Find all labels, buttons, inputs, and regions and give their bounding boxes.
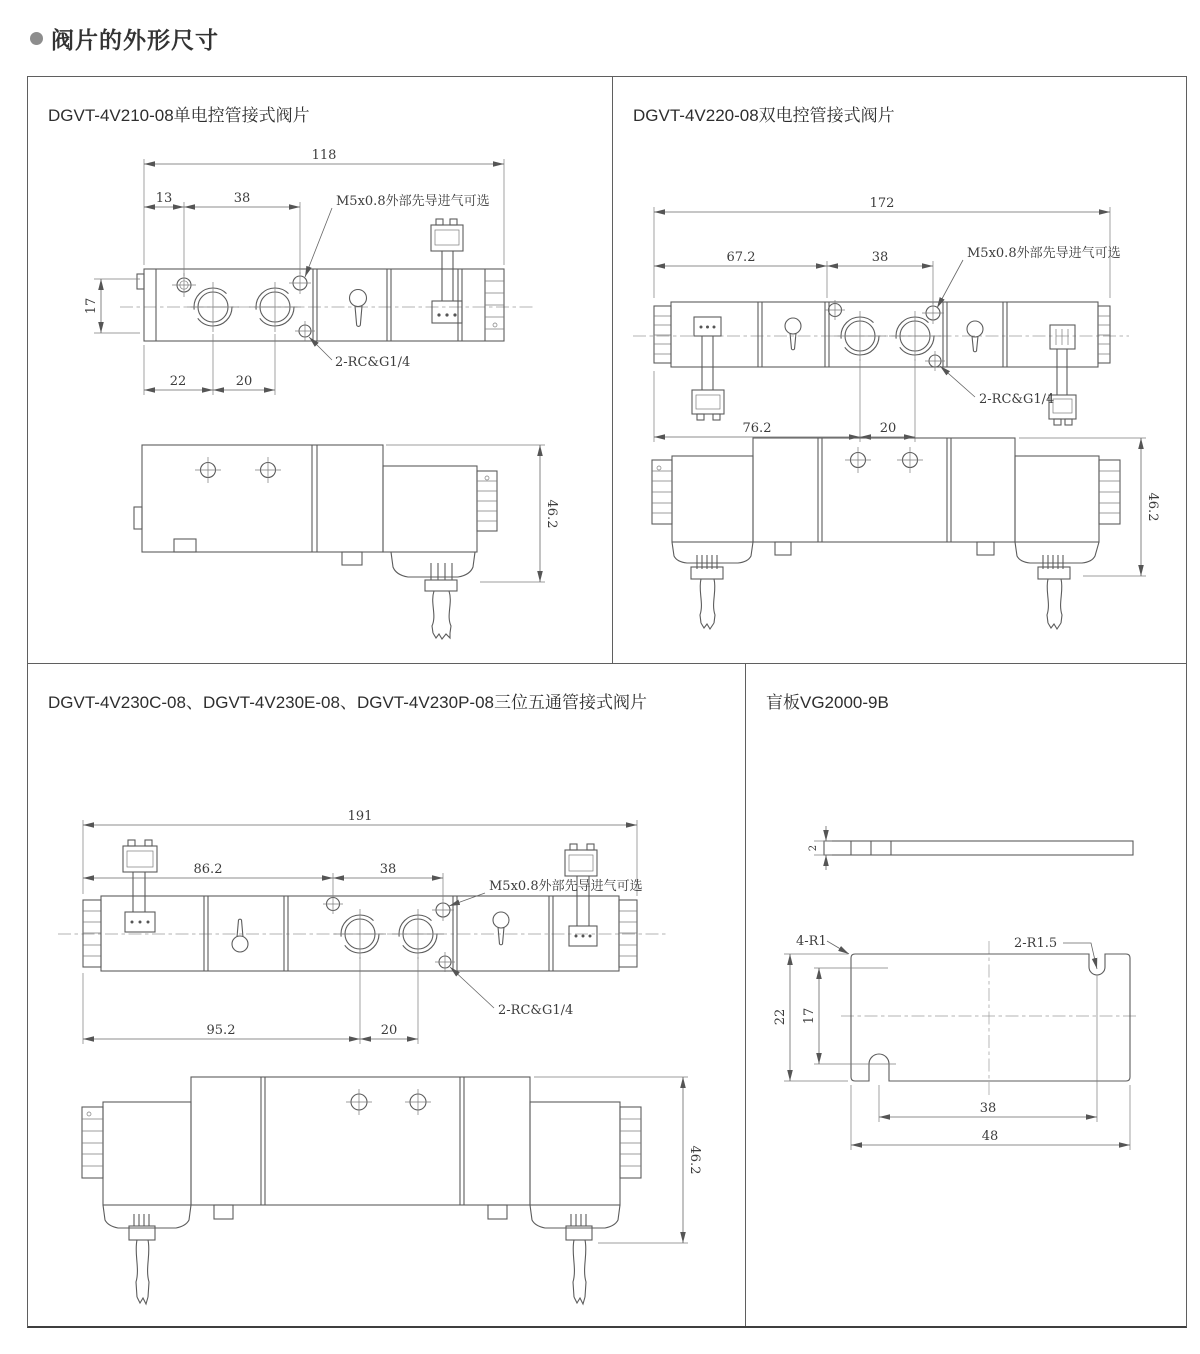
valve-top-view xyxy=(120,219,536,341)
note-port: 2-RC&G1/4 xyxy=(979,392,1055,407)
panel-4v210-title: DGVT-4V210-08单电控管接式阀片 xyxy=(48,106,310,125)
note-notch-radius: 2-R1.5 xyxy=(1014,936,1058,951)
note-port: 2-RC&G1/4 xyxy=(335,355,411,370)
plate-front-view xyxy=(841,941,1138,1096)
dim-67-2: 67.2 xyxy=(726,250,756,265)
connector-plug-right xyxy=(565,844,597,946)
dim-38: 38 xyxy=(233,191,251,206)
drawing-4v230 xyxy=(28,664,746,1325)
section-header xyxy=(30,22,219,55)
dim-20: 20 xyxy=(235,374,253,389)
dimensions xyxy=(84,148,504,395)
manual-override-keyhole xyxy=(232,919,248,952)
manual-override-keyhole xyxy=(350,290,367,327)
dim-overall-width: 118 xyxy=(311,148,337,163)
drawing-grid xyxy=(27,76,1187,1328)
valve-side-view xyxy=(82,1077,702,1304)
panel-4v220-title: DGVT-4V220-08双电控管接式阀片 xyxy=(633,106,895,125)
plate-edge-view xyxy=(808,826,1133,870)
valve-top-view xyxy=(58,840,668,972)
dim-height: 46.2 xyxy=(1145,492,1160,522)
note-port: 2-RC&G1/4 xyxy=(498,1003,574,1018)
note-pilot: M5x0.8外部先导进气可选 xyxy=(336,194,490,209)
note-pilot: M5x0.8外部先导进气可选 xyxy=(967,246,1121,261)
manual-override-keyhole xyxy=(785,318,801,350)
dim-height: 46.2 xyxy=(544,499,559,529)
dim-height: 46.2 xyxy=(687,1145,702,1175)
dim-17: 17 xyxy=(84,297,99,315)
dim-17: 17 xyxy=(802,1007,817,1025)
dimensions xyxy=(83,809,643,1044)
manual-override-keyhole xyxy=(493,912,509,945)
dim-overall-width: 191 xyxy=(347,809,373,824)
panel-blindplate xyxy=(746,664,1186,1326)
panel-4v230-title: DGVT-4V230C-08、DGVT-4V230E-08、DGVT-4V230P-08三位五通管接式阀片 xyxy=(48,693,647,712)
dim-thickness: 2 xyxy=(808,844,819,852)
connector-plug-left xyxy=(123,840,157,932)
bullet-icon xyxy=(30,32,43,45)
dim-76-2: 76.2 xyxy=(742,421,772,436)
dim-38: 38 xyxy=(979,1101,997,1116)
panel-4v220 xyxy=(613,77,1186,664)
note-pilot: M5x0.8外部先导进气可选 xyxy=(489,879,643,894)
dim-86-2: 86.2 xyxy=(193,862,223,877)
valve-side-view xyxy=(134,445,559,639)
connector-plug-right xyxy=(1049,325,1076,425)
note-corner-radius: 4-R1 xyxy=(796,934,827,949)
dim-48: 48 xyxy=(981,1129,999,1144)
dim-overall-width: 172 xyxy=(869,196,895,211)
dim-22: 22 xyxy=(169,374,187,389)
page-title: 阀片的外形尺寸 xyxy=(51,27,219,53)
manual-override-keyhole xyxy=(967,321,983,352)
dim-13: 13 xyxy=(155,191,173,206)
panel-4v230 xyxy=(28,664,746,1326)
dim-20: 20 xyxy=(879,421,897,436)
dim-38: 38 xyxy=(871,250,889,265)
dim-38: 38 xyxy=(379,862,397,877)
valve-side-view xyxy=(652,438,1160,629)
dim-22: 22 xyxy=(773,1008,788,1026)
drawing-4v210 xyxy=(28,77,613,663)
drawing-blindplate xyxy=(746,664,1186,1325)
dimensions xyxy=(773,934,1130,1150)
connector-plug-left xyxy=(692,317,724,420)
panel-blindplate-title: 盲板VG2000-9B xyxy=(766,693,889,712)
drawing-4v220 xyxy=(613,77,1186,663)
valve-top-view xyxy=(633,300,1129,425)
dim-95-2: 95.2 xyxy=(206,1023,236,1038)
panel-4v210 xyxy=(28,77,613,664)
dim-20: 20 xyxy=(380,1023,398,1038)
